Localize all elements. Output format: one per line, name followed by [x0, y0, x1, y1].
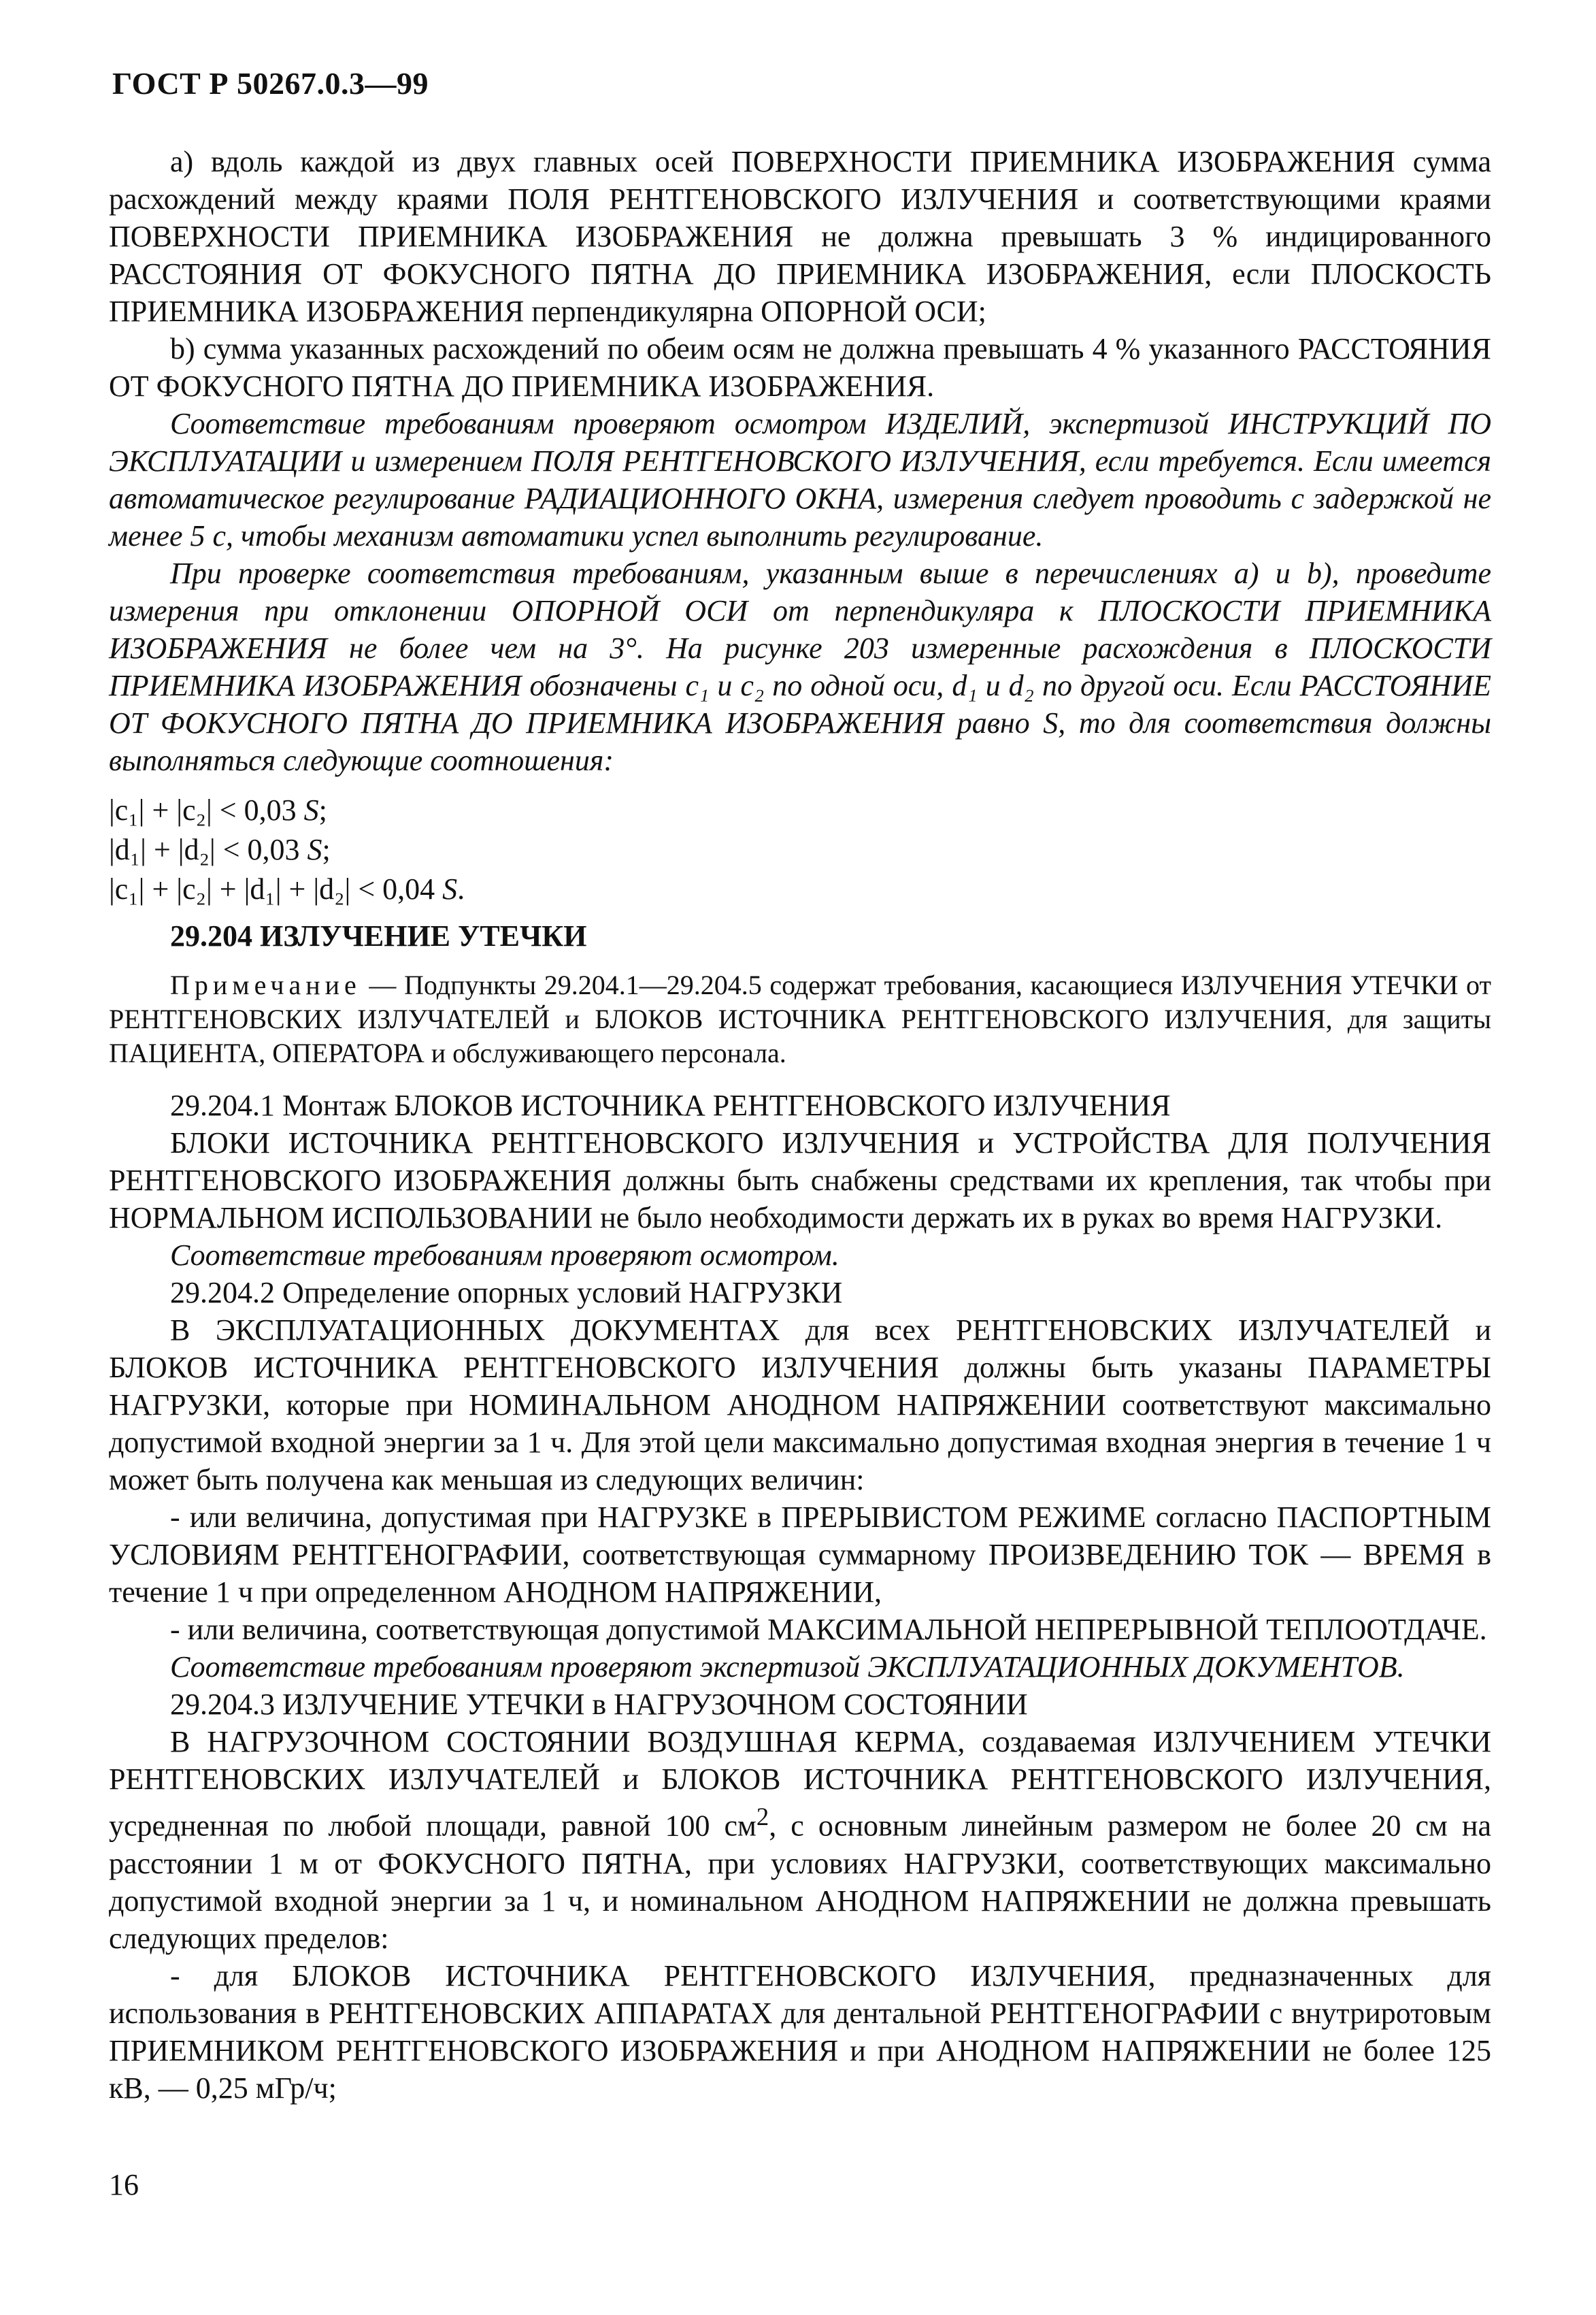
formula-c-lhs: |c₁| + |c₂| < 0,03: [109, 793, 304, 827]
document-header: ГОСТ Р 50267.0.3—99: [112, 66, 429, 101]
superscript-2: 2: [756, 1803, 769, 1830]
formula-cd-lhs: |c₁| + |c₂| + |d₁| + |d₂| < 0,04: [109, 872, 443, 906]
note-text: — Подпункты 29.204.1—29.204.5 содержат требования, касающиеся ИЗЛУЧЕНИЯ УТЕЧКИ от РЕНТГЕНОВСКИХ ИЗЛУЧАТЕЛЕЙ и БЛОКОВ ИСТОЧНИКА РЕНТГЕНОВСКОГО ИЗЛУЧЕНИЯ, для защиты ПАЦИЕНТА, ОПЕРАТОРА и обслуживающего персонала.: [109, 970, 1491, 1068]
document-body: [109, 143, 1491, 2107]
subsection-3-title: 29.204.3 ИЗЛУЧЕНИЕ УТЕЧКИ в НАГРУЗОЧНОМ СОСТОЯНИИ: [170, 1688, 1028, 1721]
formula-d-lhs: |d₁| + |d₂| < 0,03: [109, 833, 307, 866]
subsection-2-item-1: - или величина, допустимая при НАГРУЗКЕ в ПРЕРЫВИСТОМ РЕЖИМЕ согласно ПАСПОРТНЫМ УСЛОВИЯМ РЕНТГЕНОГРАФИИ, соответствующая суммарному ПРОИЗВЕДЕНИЮ ТОК — ВРЕМЯ в течение 1 ч при определенном АНОДНОМ НАПРЯЖЕНИИ,: [109, 1500, 1491, 1609]
subsection-3-text: [109, 1723, 1491, 1957]
subsection-3-text-a: В НАГРУЗОЧНОМ СОСТОЯНИИ ВОЗДУШНАЯ КЕРМА, создаваемая ИЗЛУЧЕНИЕМ УТЕЧКИ РЕНТГЕНОВСКИХ ИЗЛУЧАТЕЛЕЙ и БЛОКОВ ИСТОЧНИКА РЕНТГЕНОВСКОГО ИЗЛУЧЕНИЯ, усредненная по любой площади, равной 100 см: [109, 1725, 1491, 1843]
formula-c: [109, 791, 1491, 829]
note-label: Примечание: [170, 970, 361, 1000]
formula-cd-end: .: [457, 872, 465, 906]
page-number: 16: [109, 2168, 139, 2201]
subsection-2-title: 29.204.2 Определение опорных условий НАГРУЗКИ: [170, 1276, 843, 1309]
paragraph-a: а) вдоль каждой из двух главных осей ПОВЕРХНОСТИ ПРИЕМНИКА ИЗОБРАЖЕНИЯ сумма расхождений между краями ПОЛЯ РЕНТГЕНОВСКОГО ИЗЛУЧЕНИЯ и соответствующими краями ПОВЕРХНОСТИ ПРИЕМНИКА ИЗОБРАЖЕНИЯ не должна превышать 3 % индицированного РАССТОЯНИЯ ОТ ФОКУСНОГО ПЯТНА ДО ПРИЕМНИКА ИЗОБРАЖЕНИЯ, если ПЛОСКОСТЬ ПРИЕМНИКА ИЗОБРАЖЕНИЯ перпендикулярна ОПОРНОЙ ОСИ;: [109, 145, 1491, 328]
subsection-2-check: Соответствие требованиям проверяют экспертизой ЭКСПЛУАТАЦИОННЫХ ДОКУМЕНТОВ.: [170, 1650, 1405, 1684]
formula-c-var: S: [303, 793, 319, 827]
formula-d-var: S: [307, 833, 322, 866]
formula-c-end: ;: [318, 793, 327, 827]
section-note: [109, 968, 1491, 1070]
check-intro-text: При проверке соответствия требованиям, указанным выше в перечислениях а) и b), проведите измерения при отклонении ОПОРНОЙ ОСИ от перпендикуляра к ПЛОСКОСТИ ПРИЕМНИКА ИЗОБРАЖЕНИЯ не более чем на 3°. На рисунке 203 измеренные расхождения в ПЛОСКОСТИ ПРИЕМНИКА ИЗОБРАЖЕНИЯ обозначены c₁ и c₂ по одной оси, d₁ и d₂ по другой оси. Если РАССТОЯНИЕ ОТ ФОКУСНОГО ПЯТНА ДО ПРИЕМНИКА ИЗОБРАЖЕНИЯ равно S, то для соответствия должны выполняться следующие соотношения:: [109, 557, 1491, 777]
formula-d-end: ;: [322, 833, 331, 866]
subsection-3-text-b: , с основным линейным размером не более 20 см на расстоянии 1 м от ФОКУСНОГО ПЯТНА, при условиях НАГРУЗКИ, соответствующих максимально допустимой входной энергии за 1 ч, и номинальном АНОДНОМ НАПРЯЖЕНИИ не должна превышать следующих пределов:: [109, 1809, 1492, 1955]
subsection-1-text: БЛОКИ ИСТОЧНИКА РЕНТГЕНОВСКОГО ИЗЛУЧЕНИЯ и УСТРОЙСТВА ДЛЯ ПОЛУЧЕНИЯ РЕНТГЕНОВСКОГО ИЗОБРАЖЕНИЯ должны быть снабжены средствами их крепления, так чтобы при НОРМАЛЬНОМ ИСПОЛЬЗОВАНИИ не было необходимости держать их в руках во время НАГРУЗКИ.: [109, 1126, 1491, 1234]
subsection-3-item-1: - для БЛОКОВ ИСТОЧНИКА РЕНТГЕНОВСКОГО ИЗЛУЧЕНИЯ, предназначенных для использования в РЕНТГЕНОВСКИХ АППАРАТАХ для дентальной РЕНТГЕНОГРАФИИ с внутриротовым ПРИЕМНИКОМ РЕНТГЕНОВСКОГО ИЗОБРАЖЕНИЯ и при АНОДНОМ НАПРЯЖЕНИИ не более 125 кВ, — 0,25 мГр/ч;: [109, 1958, 1491, 2105]
compliance-text: Соответствие требованиям проверяют осмотром ИЗДЕЛИЙ, экспертизой ИНСТРУКЦИЙ ПО ЭКСПЛУАТАЦИИ и измерением ПОЛЯ РЕНТГЕНОВСКОГО ИЗЛУЧЕНИЯ, если требуется. Если имеется автоматическое регулирование РАДИАЦИОННОГО ОКНА, измерения следует проводить с задержкой не менее 5 с, чтобы механизм автоматики успел выполнить регулирование.: [109, 407, 1491, 553]
paragraph-b: b) сумма указанных расхождений по обеим осям не должна превышать 4 % указанного РАССТОЯНИЯ ОТ ФОКУСНОГО ПЯТНА ДО ПРИЕМНИКА ИЗОБРАЖЕНИЯ.: [109, 332, 1491, 403]
section-heading: 29.204 ИЗЛУЧЕНИЕ УТЕЧКИ: [170, 919, 587, 953]
subsection-1-check: Соответствие требованиям проверяют осмотром.: [170, 1238, 839, 1272]
formula-cd-var: S: [442, 872, 458, 906]
subsection-1-title: 29.204.1 Монтаж БЛОКОВ ИСТОЧНИКА РЕНТГЕНОВСКОГО ИЗЛУЧЕНИЯ: [170, 1089, 1171, 1122]
subsection-2-item-2: - или величина, соответствующая допустимой МАКСИМАЛЬНОЙ НЕПРЕРЫВНОЙ ТЕПЛООТДАЧЕ.: [170, 1613, 1487, 1646]
formula-d: [109, 831, 1491, 868]
formula-cd: [109, 870, 1491, 908]
subsection-2-text: В ЭКСПЛУАТАЦИОННЫХ ДОКУМЕНТАХ для всех РЕНТГЕНОВСКИХ ИЗЛУЧАТЕЛЕЙ и БЛОКОВ ИСТОЧНИКА РЕНТГЕНОВСКОГО ИЗЛУЧЕНИЯ должны быть указаны ПАРАМЕТРЫ НАГРУЗКИ, которые при НОМИНАЛЬНОМ АНОДНОМ НАПРЯЖЕНИИ соответствуют максимально допустимой входной энергии за 1 ч. Для этой цели максимально допустимая входная энергия в течение 1 ч может быть получена как меньшая из следующих величин:: [109, 1313, 1491, 1496]
